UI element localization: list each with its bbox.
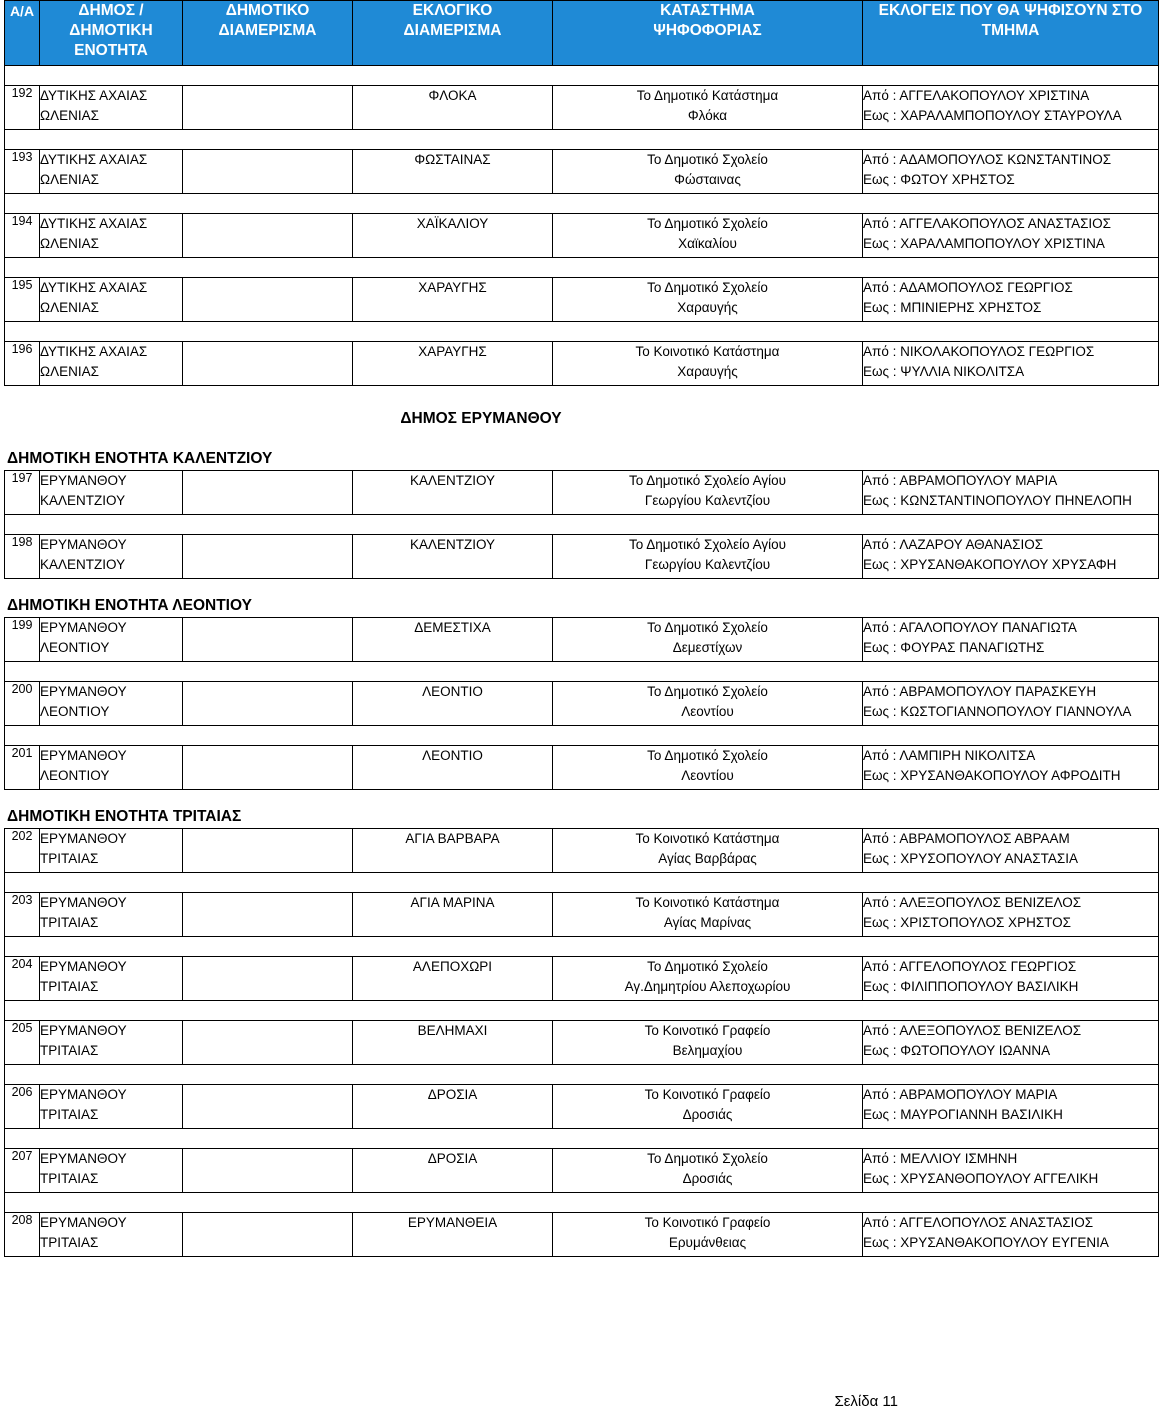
table-row (5, 682, 1159, 726)
table-row (5, 1021, 1159, 1065)
voters-range-cell: Από : ΜΕΛΛΙΟΥ ΙΣΜΗΝΗ Εως : ΧΡΥΣΑΝΘΟΠΟΥΛΟΥ ΑΓΓΕΛΙΚΗ (863, 1149, 1159, 1193)
voters-range-cell: Από : ΑΔΑΜΟΠΟΥΛΟΣ ΓΕΩΡΓΙΟΣ Εως : ΜΠΙΝΙΕΡΗΣ ΧΡΗΣΤΟΣ (863, 278, 1159, 322)
municipality-cell: ΕΡΥΜΑΝΘΟΥ ΤΡΙΤΑΙΑΣ (40, 893, 183, 937)
electoral-district-cell: ΛΕΟΝΤΙΟ (353, 746, 553, 790)
row-spacer (5, 726, 1159, 746)
municipality-cell: ΕΡΥΜΑΝΘΟΥ ΚΑΛΕΝΤΖΙΟΥ (40, 535, 183, 579)
voters-range-cell: Από : ΑΒΡΑΜΟΠΟΥΛΟΣ ΑΒΡΑΑΜ Εως : ΧΡΥΣΟΠΟΥΛΟΥ ΑΝΑΣΤΑΣΙΑ (863, 829, 1159, 873)
municipal-district-cell (183, 957, 353, 1001)
electoral-district-cell: ΑΓΙΑ ΜΑΡΙΝΑ (353, 893, 553, 937)
table-row (5, 214, 1159, 258)
voters-range-cell: Από : ΑΒΡΑΜΟΠΟΥΛΟΥ ΠΑΡΑΣΚΕΥΗ Εως : ΚΩΣΤΟΓΙΑΝΝΟΠΟΥΛΟΥ ΓΙΑΝΝΟΥΛΑ (863, 682, 1159, 726)
row-number: 198 (5, 535, 40, 579)
municipality-cell: ΕΡΥΜΑΝΘΟΥ ΛΕΟΝΤΙΟΥ (40, 746, 183, 790)
voters-range-cell: Από : ΛΑΖΑΡΟΥ ΑΘΑΝΑΣΙΟΣ Εως : ΧΡΥΣΑΝΘΑΚΟΠΟΥΛΟΥ ΧΡΥΣΑΦΗ (863, 535, 1159, 579)
row-spacer (5, 322, 1159, 342)
row-spacer (5, 937, 1159, 957)
municipal-district-cell (183, 682, 353, 726)
table-row (5, 86, 1159, 130)
municipal-district-cell (183, 278, 353, 322)
municipality-cell: ΕΡΥΜΑΝΘΟΥ ΤΡΙΤΑΙΑΣ (40, 957, 183, 1001)
polling-station-cell: Το Κοινοτικό Γραφείο Βελημαχίου (553, 1021, 863, 1065)
polling-station-cell: Το Δημοτικό Σχολείο Δροσιάς (553, 1149, 863, 1193)
row-number: 194 (5, 214, 40, 258)
electoral-district-cell: ΑΓΙΑ ΒΑΡΒΑΡΑ (353, 829, 553, 873)
electoral-district-cell: ΔΡΟΣΙΑ (353, 1149, 553, 1193)
polling-station-cell: Το Δημοτικό Σχολείο Λεοντίου (553, 746, 863, 790)
page-number: Σελίδα 11 (834, 1393, 898, 1410)
row-number: 203 (5, 893, 40, 937)
polling-station-cell: Το Δημοτικό Σχολείο Χαϊκαλίου (553, 214, 863, 258)
polling-table (4, 0, 1159, 386)
municipal-district-cell (183, 1085, 353, 1129)
municipal-district-cell (183, 829, 353, 873)
electoral-district-cell: ΚΑΛΕΝΤΖΙΟΥ (353, 471, 553, 515)
row-number: 201 (5, 746, 40, 790)
unit-tritaias-title: ΔΗΜΟΤΙΚΗ ΕΝΟΤΗΤΑ ΤΡΙΤΑΙΑΣ (7, 808, 242, 825)
polling-station-cell: Το Δημοτικό Σχολείο Λεοντίου (553, 682, 863, 726)
row-number: 196 (5, 342, 40, 386)
table-row (5, 471, 1159, 515)
municipal-district-cell (183, 1021, 353, 1065)
polling-station-cell: Το Δημοτικό Σχολείο Φώσταινας (553, 150, 863, 194)
municipality-cell: ΕΡΥΜΑΝΘΟΥ ΤΡΙΤΑΙΑΣ (40, 1213, 183, 1257)
table-row (5, 829, 1159, 873)
row-number: 193 (5, 150, 40, 194)
table-row (5, 150, 1159, 194)
header-electoral-district: ΕΚΛΟΓΙΚΟ ΔΙΑΜΕΡΙΣΜΑ (353, 1, 553, 66)
polling-station-cell: Το Δημοτικό Σχολείο Αγίου Γεωργίου Καλεντζίου (553, 535, 863, 579)
electoral-district-cell: ΚΑΛΕΝΤΖΙΟΥ (353, 535, 553, 579)
row-number: 204 (5, 957, 40, 1001)
electoral-district-cell: ΕΡΥΜΑΝΘΕΙΑ (353, 1213, 553, 1257)
electoral-district-cell: ΔΕΜΕΣΤΙΧΑ (353, 618, 553, 662)
row-spacer (5, 1001, 1159, 1021)
table-row (5, 278, 1159, 322)
header-aa: Α/Α (5, 1, 40, 66)
header-polling-station: ΚΑΤΑΣΤΗΜΑ ΨΗΦΟΦΟΡΙΑΣ (553, 1, 863, 66)
polling-station-cell: Το Κοινοτικό Γραφείο Δροσιάς (553, 1085, 863, 1129)
municipality-cell: ΕΡΥΜΑΝΘΟΥ ΤΡΙΤΑΙΑΣ (40, 1085, 183, 1129)
municipal-district-cell (183, 1213, 353, 1257)
voters-range-cell: Από : ΑΓΓΕΛΟΠΟΥΛΟΣ ΑΝΑΣΤΑΣΙΟΣ Εως : ΧΡΥΣΑΝΘΑΚΟΠΟΥΛΟΥ ΕΥΓΕΝΙΑ (863, 1213, 1159, 1257)
municipality-title: ΔΗΜΟΣ ΕΡΥΜΑΝΘΟΥ (400, 410, 562, 427)
header-municipality: ΔΗΜΟΣ / ΔΗΜΟΤΙΚΗ ΕΝΟΤΗΤΑ (40, 1, 183, 66)
electoral-district-cell: ΛΕΟΝΤΙΟ (353, 682, 553, 726)
municipality-cell: ΕΡΥΜΑΝΘΟΥ ΛΕΟΝΤΙΟΥ (40, 682, 183, 726)
document-page (4, 0, 1143, 1257)
voters-range-cell: Από : ΑΓΑΛΟΠΟΥΛΟΥ ΠΑΝΑΓΙΩΤΑ Εως : ΦΟΥΡΑΣ ΠΑΝΑΓΙΩΤΗΣ (863, 618, 1159, 662)
table-row (5, 1085, 1159, 1129)
voters-range-cell: Από : ΛΑΜΠΙΡΗ ΝΙΚΟΛΙΤΣΑ Εως : ΧΡΥΣΑΝΘΑΚΟΠΟΥΛΟΥ ΑΦΡΟΔΙΤΗ (863, 746, 1159, 790)
header-voters: ΕΚΛΟΓΕΙΣ ΠΟΥ ΘΑ ΨΗΦΙΣΟΥΝ ΣΤΟ ΤΜΗΜΑ (863, 1, 1159, 66)
table-row (5, 342, 1159, 386)
row-number: 199 (5, 618, 40, 662)
row-spacer (5, 258, 1159, 278)
row-number: 200 (5, 682, 40, 726)
voters-range-cell: Από : ΑΒΡΑΜΟΠΟΥΛΟΥ ΜΑΡΙΑ Εως : ΜΑΥΡΟΓΙΑΝΝΗ ΒΑΣΙΛΙΚΗ (863, 1085, 1159, 1129)
table-row (5, 957, 1159, 1001)
polling-station-cell: Το Δημοτικό Σχολείο Δεμεστίχων (553, 618, 863, 662)
electoral-district-cell: ΦΩΣΤΑΙΝΑΣ (353, 150, 553, 194)
row-spacer (5, 1065, 1159, 1085)
row-number: 208 (5, 1213, 40, 1257)
municipal-district-cell (183, 471, 353, 515)
municipal-district-cell (183, 893, 353, 937)
electoral-district-cell: ΦΛΟΚΑ (353, 86, 553, 130)
table-row (5, 893, 1159, 937)
unit-kalentziou-title: ΔΗΜΟΤΙΚΗ ΕΝΟΤΗΤΑ ΚΑΛΕΝΤΖΙΟΥ (7, 450, 273, 467)
electoral-district-cell: ΧΑΡΑΥΓΗΣ (353, 278, 553, 322)
voters-range-cell: Από : ΑΓΓΕΛΟΠΟΥΛΟΣ ΓΕΩΡΓΙΟΣ Εως : ΦΙΛΙΠΠΟΠΟΥΛΟΥ ΒΑΣΙΛΙΚΗ (863, 957, 1159, 1001)
table-header (5, 1, 1159, 66)
row-spacer (5, 662, 1159, 682)
municipality-cell: ΕΡΥΜΑΝΘΟΥ ΤΡΙΤΑΙΑΣ (40, 829, 183, 873)
municipality-cell: ΕΡΥΜΑΝΘΟΥ ΚΑΛΕΝΤΖΙΟΥ (40, 471, 183, 515)
voters-range-cell: Από : ΑΛΕΞΟΠΟΥΛΟΣ ΒΕΝΙΖΕΛΟΣ Εως : ΦΩΤΟΠΟΥΛΟΥ ΙΩΑΝΝΑ (863, 1021, 1159, 1065)
electoral-district-cell: ΑΛΕΠΟΧΩΡΙ (353, 957, 553, 1001)
municipal-district-cell (183, 746, 353, 790)
row-spacer (5, 515, 1159, 535)
electoral-district-cell: ΔΡΟΣΙΑ (353, 1085, 553, 1129)
row-number: 206 (5, 1085, 40, 1129)
polling-station-cell: Το Δημοτικό Σχολείο Αγ.Δημητρίου Αλεποχωρίου (553, 957, 863, 1001)
municipality-cell: ΔΥΤΙΚΗΣ ΑΧΑΙΑΣ ΩΛΕΝΙΑΣ (40, 278, 183, 322)
voters-range-cell: Από : ΑΓΓΕΛΑΚΟΠΟΥΛΟΥ ΧΡΙΣΤΙΝΑ Εως : ΧΑΡΑΛΑΜΠΟΠΟΥΛΟΥ ΣΤΑΥΡΟΥΛΑ (863, 86, 1159, 130)
table-row (5, 1213, 1159, 1257)
municipality-cell: ΔΥΤΙΚΗΣ ΑΧΑΙΑΣ ΩΛΕΝΙΑΣ (40, 150, 183, 194)
municipal-district-cell (183, 535, 353, 579)
municipal-district-cell (183, 618, 353, 662)
electoral-district-cell: ΧΑΡΑΥΓΗΣ (353, 342, 553, 386)
municipality-cell: ΔΥΤΙΚΗΣ ΑΧΑΙΑΣ ΩΛΕΝΙΑΣ (40, 342, 183, 386)
municipal-district-cell (183, 86, 353, 130)
row-number: 202 (5, 829, 40, 873)
row-spacer (5, 1129, 1159, 1149)
voters-range-cell: Από : ΑΛΕΞΟΠΟΥΛΟΣ ΒΕΝΙΖΕΛΟΣ Εως : ΧΡΙΣΤΟΠΟΥΛΟΣ ΧΡΗΣΤΟΣ (863, 893, 1159, 937)
row-spacer (5, 873, 1159, 893)
municipality-cell: ΕΡΥΜΑΝΘΟΥ ΛΕΟΝΤΙΟΥ (40, 618, 183, 662)
voters-range-cell: Από : ΝΙΚΟΛΑΚΟΠΟΥΛΟΣ ΓΕΩΡΓΙΟΣ Εως : ΨΥΛΛΙΑ ΝΙΚΟΛΙΤΣΑ (863, 342, 1159, 386)
table-kalentziou (4, 470, 1159, 579)
municipal-district-cell (183, 150, 353, 194)
table-row (5, 535, 1159, 579)
polling-station-cell: Το Δημοτικό Σχολείο Χαραυγής (553, 278, 863, 322)
row-number: 205 (5, 1021, 40, 1065)
row-number: 197 (5, 471, 40, 515)
municipal-district-cell (183, 342, 353, 386)
row-spacer (5, 66, 1159, 86)
table-leontiou (4, 617, 1159, 790)
municipality-cell: ΕΡΥΜΑΝΘΟΥ ΤΡΙΤΑΙΑΣ (40, 1021, 183, 1065)
table-row (5, 1149, 1159, 1193)
row-number: 195 (5, 278, 40, 322)
row-number: 207 (5, 1149, 40, 1193)
municipality-cell: ΔΥΤΙΚΗΣ ΑΧΑΙΑΣ ΩΛΕΝΙΑΣ (40, 214, 183, 258)
polling-station-cell: Το Κοινοτικό Κατάστημα Αγίας Μαρίνας (553, 893, 863, 937)
polling-station-cell: Το Κοινοτικό Κατάστημα Αγίας Βαρβάρας (553, 829, 863, 873)
municipality-cell: ΔΥΤΙΚΗΣ ΑΧΑΙΑΣ ΩΛΕΝΙΑΣ (40, 86, 183, 130)
municipality-cell: ΕΡΥΜΑΝΘΟΥ ΤΡΙΤΑΙΑΣ (40, 1149, 183, 1193)
row-spacer (5, 1193, 1159, 1213)
header-municipal-district: ΔΗΜΟΤΙΚΟ ΔΙΑΜΕΡΙΣΜΑ (183, 1, 353, 66)
voters-range-cell: Από : ΑΓΓΕΛΑΚΟΠΟΥΛΟΣ ΑΝΑΣΤΑΣΙΟΣ Εως : ΧΑΡΑΛΑΜΠΟΠΟΥΛΟΥ ΧΡΙΣΤΙΝΑ (863, 214, 1159, 258)
municipal-district-cell (183, 214, 353, 258)
table-row (5, 618, 1159, 662)
electoral-district-cell: ΧΑΪΚΑΛΙΟΥ (353, 214, 553, 258)
polling-station-cell: Το Κοινοτικό Γραφείο Ερυμάνθειας (553, 1213, 863, 1257)
table-tritaias (4, 828, 1159, 1257)
voters-range-cell: Από : ΑΔΑΜΟΠΟΥΛΟΣ ΚΩΝΣΤΑΝΤΙΝΟΣ Εως : ΦΩΤΟΥ ΧΡΗΣΤΟΣ (863, 150, 1159, 194)
municipal-district-cell (183, 1149, 353, 1193)
unit-leontiou-title: ΔΗΜΟΤΙΚΗ ΕΝΟΤΗΤΑ ΛΕΟΝΤΙΟΥ (7, 597, 252, 614)
table-row (5, 746, 1159, 790)
polling-station-cell: Το Δημοτικό Κατάστημα Φλόκα (553, 86, 863, 130)
polling-station-cell: Το Κοινοτικό Κατάστημα Χαραυγής (553, 342, 863, 386)
polling-station-cell: Το Δημοτικό Σχολείο Αγίου Γεωργίου Καλεντζίου (553, 471, 863, 515)
voters-range-cell: Από : ΑΒΡΑΜΟΠΟΥΛΟΥ ΜΑΡΙΑ Εως : ΚΩΝΣΤΑΝΤΙΝΟΠΟΥΛΟΥ ΠΗΝΕΛΟΠΗ (863, 471, 1159, 515)
row-spacer (5, 130, 1159, 150)
row-number: 192 (5, 86, 40, 130)
row-spacer (5, 194, 1159, 214)
section-top-rows (5, 66, 1159, 386)
electoral-district-cell: ΒΕΛΗΜΑΧΙ (353, 1021, 553, 1065)
